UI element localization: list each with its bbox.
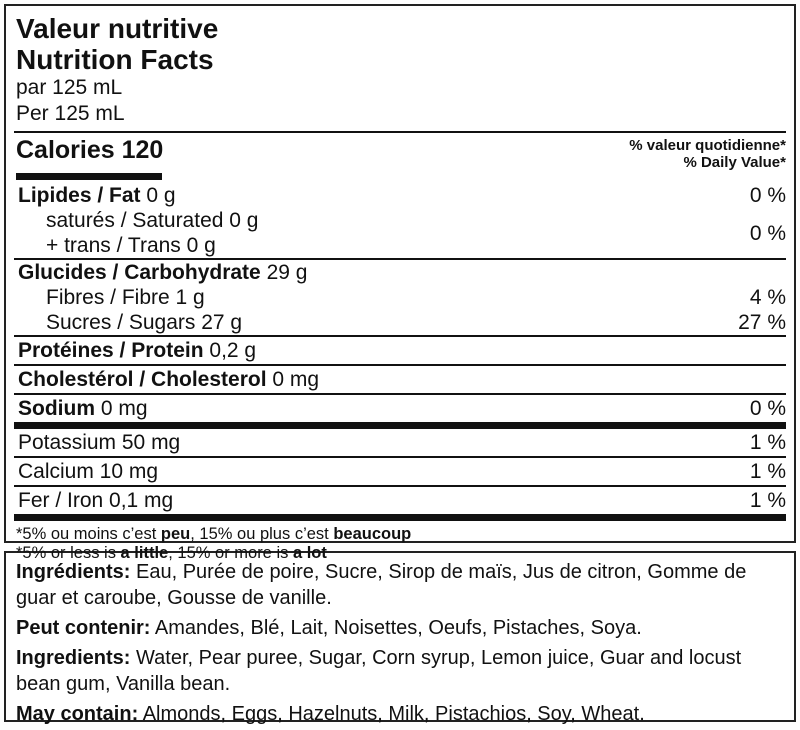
row-sodium xyxy=(6,395,794,422)
daily-value-header xyxy=(629,135,786,171)
ingredients-panel xyxy=(4,551,796,725)
panel-header xyxy=(6,6,794,127)
nutrition-facts-panel xyxy=(4,4,796,562)
sugars-percent: 27 % xyxy=(738,311,786,334)
calories-row xyxy=(6,133,794,171)
carbohydrate-label: Glucides / Carbohydrate 29 g xyxy=(18,261,308,284)
row-potassium xyxy=(6,429,794,456)
title-fr: Valeur nutritive xyxy=(16,13,219,44)
footnote-fr: *5% ou moins c’est peu, 15% ou plus c’est beaucoup xyxy=(16,525,412,543)
sodium-percent: 0 % xyxy=(749,397,786,420)
thick-divider xyxy=(14,422,786,429)
ingredients-en: Ingredients: Water, Pear puree, Sugar, Corn syrup, Lemon juice, Guar and locust bean gum, Vanilla bean. xyxy=(16,647,742,695)
saturated-trans-group xyxy=(6,208,794,258)
thick-divider xyxy=(14,514,786,521)
ingredients-fr: Ingrédients: Eau, Purée de poire, Sucre, Sirop de maïs, Jus de citron, Gomme de guar et caroube, Gousse de vanille. xyxy=(16,561,747,609)
footnote-en: *5% or less is a little, 15% or more is a lot xyxy=(16,544,327,562)
may-contain-en: May contain: Almonds, Eggs, Hazelnuts, Milk, Pistachios, Soy, Wheat. xyxy=(16,703,645,725)
iron-label: Fer / Iron 0,1 mg xyxy=(18,489,174,512)
row-protein xyxy=(6,337,794,364)
calcium-label: Calcium 10 mg xyxy=(18,460,159,483)
daily-value-header-en: % Daily Value* xyxy=(683,154,786,171)
row-saturated: saturés / Saturated 0 g xyxy=(46,209,259,232)
row-calcium xyxy=(6,458,794,485)
potassium-percent: 1 % xyxy=(749,431,786,454)
sodium-label: Sodium 0 mg xyxy=(18,397,148,420)
fibre-percent: 4 % xyxy=(749,286,786,309)
fat-percent: 0 % xyxy=(749,184,786,207)
iron-percent: 1 % xyxy=(749,489,786,512)
fibre-label: Fibres / Fibre 1 g xyxy=(46,286,205,309)
may-contain-fr: Peut contenir: Amandes, Blé, Lait, Noisettes, Oeufs, Pistaches, Soya. xyxy=(16,617,642,639)
serving-size-fr: par 125 mL xyxy=(16,76,123,99)
cholesterol-label: Cholestérol / Cholesterol 0 mg xyxy=(18,368,320,391)
sugars-label: Sucres / Sugars 27 g xyxy=(46,311,243,334)
calcium-percent: 1 % xyxy=(749,460,786,483)
row-iron xyxy=(6,487,794,514)
row-cholesterol xyxy=(6,366,794,393)
protein-label: Protéines / Protein 0,2 g xyxy=(18,339,257,362)
saturated-trans-percent: 0 % xyxy=(749,221,786,245)
row-fat xyxy=(6,183,794,208)
calories-underline-bar xyxy=(16,173,162,180)
potassium-label: Potassium 50 mg xyxy=(18,431,181,454)
serving-size-en: Per 125 mL xyxy=(16,102,125,125)
calories-value: Calories 120 xyxy=(16,136,164,164)
row-fibre xyxy=(6,285,794,310)
row-carbohydrate xyxy=(6,260,794,285)
daily-value-header-fr: % valeur quotidienne* xyxy=(629,137,786,154)
title-en: Nutrition Facts xyxy=(16,44,214,75)
row-trans: + trans / Trans 0 g xyxy=(46,234,216,257)
row-sugars xyxy=(6,310,794,335)
fat-label: Lipides / Fat 0 g xyxy=(18,184,176,207)
